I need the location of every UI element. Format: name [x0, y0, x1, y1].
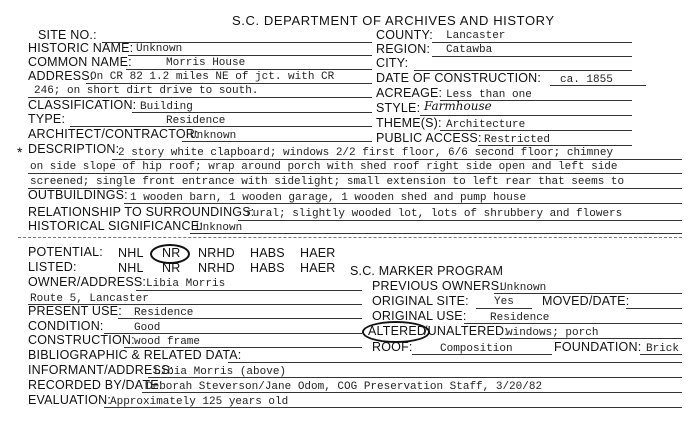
address-line2: 246; on short dirt drive to south.	[34, 85, 259, 97]
address-line1-rule	[86, 83, 372, 84]
listed-nrhd: NRHD	[198, 261, 235, 275]
informant-line	[148, 377, 682, 378]
potential-haer: HAER	[300, 246, 336, 260]
acreage-label: ACREAGE:	[376, 86, 443, 100]
outbuildings-value: 1 wooden barn, 1 wooden garage, 1 wooden shed and pump house	[130, 192, 527, 204]
architect-label: ARCHITECT/CONTRACTOR:	[28, 127, 199, 141]
description-label: DESCRIPTION:	[28, 142, 120, 156]
potential-label: POTENTIAL:	[28, 245, 103, 259]
description-line1: 2 story white clapboard; windows 2/2 first floor, 6/6 second floor; chimney	[118, 147, 614, 159]
relationship-value: rural; slightly wooded lot, lots of shrubbery and flowers	[246, 208, 623, 220]
bibliographic-label: BIBLIOGRAPHIC & RELATED DATA:	[28, 348, 242, 362]
relationship-line	[238, 220, 682, 221]
region-line	[432, 56, 632, 57]
owner-line2: Route 5, Lancaster	[30, 293, 149, 305]
city-label: CITY:	[376, 56, 409, 70]
present-use-label: PRESENT USE:	[28, 304, 122, 318]
present-use-line	[118, 318, 362, 319]
listed-label: LISTED:	[28, 260, 77, 274]
themes-value: Architecture	[446, 119, 526, 131]
style-line	[420, 115, 632, 116]
evaluation-value: Approximately 125 years old	[110, 396, 289, 408]
significance-line	[190, 233, 682, 234]
date-construction-value: ca. 1855	[560, 74, 613, 86]
address-line1: On CR 82 1.2 miles NE of jct. with CR	[90, 71, 335, 83]
original-use-label: ORIGINAL USE:	[372, 309, 467, 323]
owner-value: Libia Morris	[146, 278, 226, 290]
county-value: Lancaster	[446, 30, 506, 42]
listed-nhl: NHL	[118, 261, 144, 275]
acreage-value: Less than one	[446, 89, 532, 101]
style-label: STYLE:	[376, 101, 421, 115]
construction-value: wood frame	[134, 336, 201, 348]
architect-value: Unknown	[190, 130, 237, 142]
potential-nr: NR	[162, 246, 181, 260]
classification-value: Building	[140, 101, 193, 113]
region-label: REGION:	[376, 42, 431, 56]
public-access-label: PUBLIC ACCESS:	[376, 131, 482, 145]
address-label: ADDRESS:	[28, 69, 94, 83]
evaluation-line	[104, 407, 682, 408]
common-name-value: Morris House	[166, 57, 246, 69]
description-line1-rule	[112, 159, 682, 160]
description-line2: on side slope of hip roof; wrap around porch with shed roof right side open and left side	[30, 161, 618, 173]
public-access-value: Restricted	[484, 134, 551, 146]
common-name-label: COMMON NAME:	[28, 55, 132, 69]
construction-label: CONSTRUCTION:	[28, 333, 135, 347]
outbuildings-label: OUTBUILDINGS:	[28, 188, 128, 202]
date-construction-label: DATE OF CONSTRUCTION:	[376, 71, 542, 85]
date-construction-line	[550, 85, 646, 86]
owner-label: OWNER/ADDRESS:	[28, 275, 147, 289]
informant-label: INFORMANT/ADDRESS:	[28, 363, 174, 377]
condition-line	[104, 333, 362, 334]
altered-line	[500, 338, 682, 339]
type-label: TYPE:	[28, 112, 66, 126]
bibliographic-line	[228, 362, 682, 363]
outbuildings-line	[124, 203, 682, 204]
site-no-label: SITE NO.:	[38, 28, 97, 42]
significance-value: Unknown	[196, 222, 243, 234]
themes-label: THEME(S):	[376, 116, 442, 130]
architect-line	[182, 141, 372, 142]
recorded-value: Deborah Steverson/Jane Odom, COG Preservation Staff, 3/20/82	[146, 381, 543, 393]
original-site-line	[476, 308, 532, 309]
form-title: S.C. DEPARTMENT OF ARCHIVES AND HISTORY	[232, 13, 555, 28]
present-use-value: Residence	[134, 307, 194, 319]
relationship-label: RELATIONSHIP TO SURROUNDINGS:	[28, 205, 255, 219]
section-divider	[18, 237, 682, 238]
description-marker: *	[17, 144, 23, 160]
description-line3: screened; single front entrance with sidelight; small extension to left rear that seems to	[30, 176, 625, 188]
foundation-value: Brick	[646, 343, 680, 355]
recorded-label: RECORDED BY/DATE:	[28, 378, 163, 392]
altered-value: windows; porch	[506, 327, 599, 339]
roof-label: ROOF:	[372, 340, 413, 354]
public-access-line	[478, 145, 632, 146]
original-site-label: ORIGINAL SITE:	[372, 294, 469, 308]
condition-value: Good	[134, 322, 161, 334]
common-name-line	[126, 69, 372, 70]
county-line	[432, 42, 632, 43]
type-value: Residence	[166, 115, 226, 127]
style-value: Farmhouse	[424, 99, 492, 113]
foundation-line	[640, 354, 682, 355]
potential-nrhd: NRHD	[198, 246, 235, 260]
original-use-value: Residence	[490, 312, 550, 324]
listed-nr: NR	[162, 261, 181, 275]
roof-line	[412, 354, 552, 355]
unaltered-label: /UNALTERED:	[424, 324, 508, 338]
moved-date-line	[626, 308, 682, 309]
recorded-line	[142, 392, 682, 393]
original-site-value: Yes	[494, 296, 514, 308]
previous-owners-label: PREVIOUS OWNERS:	[372, 279, 503, 293]
classification-line	[132, 112, 372, 113]
altered-label: ALTERED	[368, 324, 427, 338]
marker-program: S.C. MARKER PROGRAM	[350, 264, 504, 278]
evaluation-label: EVALUATION:	[28, 393, 112, 407]
roof-value: Composition	[440, 343, 513, 355]
foundation-label: FOUNDATION:	[554, 340, 642, 354]
historic-name-label: HISTORIC NAME:	[28, 41, 134, 55]
informant-value: Libia Morris (above)	[154, 366, 287, 378]
potential-nhl: NHL	[118, 246, 144, 260]
condition-label: CONDITION:	[28, 319, 104, 333]
county-label: COUNTY:	[376, 28, 433, 42]
owner-line	[136, 290, 362, 291]
description-line2-rule	[28, 173, 682, 174]
region-value: Catawba	[446, 44, 493, 56]
historic-name-value: Unknown	[136, 43, 183, 55]
historic-name-line	[128, 55, 372, 56]
classification-label: CLASSIFICATION:	[28, 98, 137, 112]
listed-habs: HABS	[250, 261, 285, 275]
moved-date-label: MOVED/DATE:	[542, 294, 630, 308]
significance-label: HISTORICAL SIGNIFICANCE:	[28, 219, 203, 233]
listed-haer: HAER	[300, 261, 336, 275]
previous-owners-value: Unknown	[500, 282, 547, 294]
potential-habs: HABS	[250, 246, 285, 260]
